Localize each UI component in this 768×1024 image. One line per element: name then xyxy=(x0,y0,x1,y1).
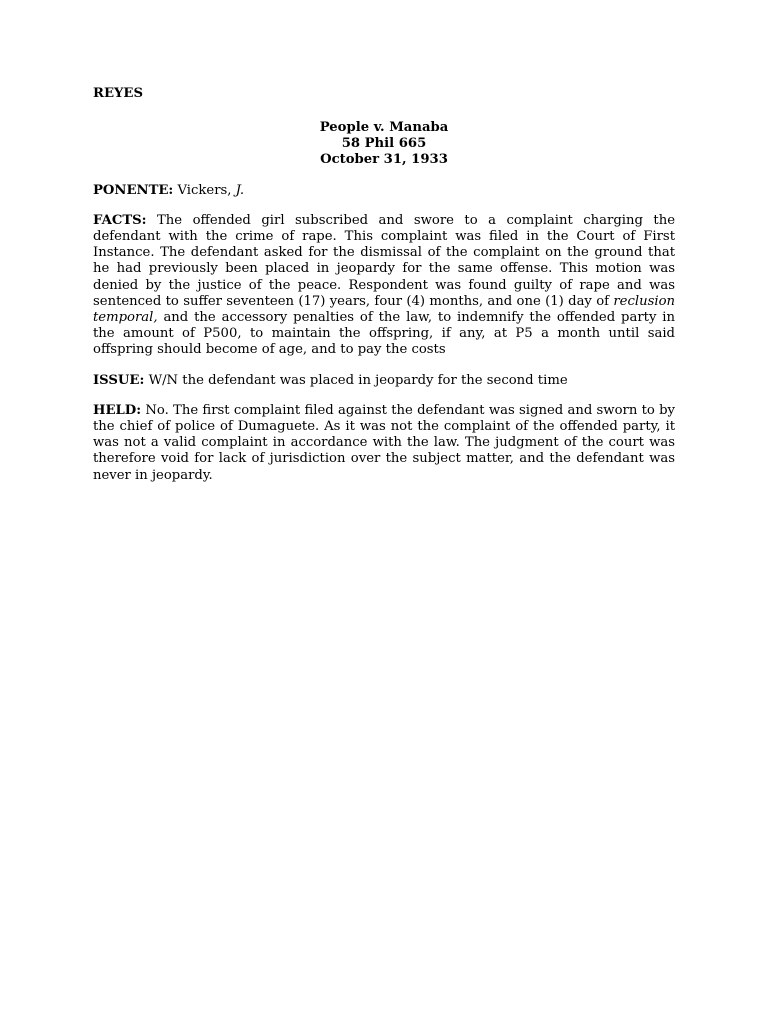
facts-text-before: The offended girl subscribed and swore to a complaint charging the defendant with the crime of rape. This complaint was filed in the Court of First Instance. The defendant asked for the dismissal of the complaint on the ground that he had previously been placed in jeopardy for the same offense. This motion was denied by the justice of the peace. Respondent was found guilty of rape and was sentenced to suffer seventeen (17) years, four (4) months, and one (1) day of xyxy=(93,212,675,309)
case-citation: 58 Phil 665 xyxy=(341,136,427,152)
facts-label: FACTS: xyxy=(93,212,147,228)
issue-text: W/N the defendant was placed in jeopardy for the second time xyxy=(148,372,568,388)
facts-text-after: and the accessory penalties of the law, to indemnify the offended party in the amount of P500, to maintain the offspring, if any, at P5 a month until said offspring should become of age, and to pay the costs xyxy=(93,310,675,358)
case-title: People v. Manaba xyxy=(319,120,449,135)
ponente-label: PONENTE: xyxy=(93,182,174,198)
document-page xyxy=(93,86,675,484)
issue-label: ISSUE: xyxy=(93,372,145,388)
held-text: No. The first complaint filed against the defendant was signed and sworn to by the chief of police of Dumaguete. As it was not the complaint of the offended party, it was not a valid complaint in accordance with the law. The judgment of the court was therefore void for lack of jurisdiction over the subject matter, and the defendant was never in jeopardy. xyxy=(93,402,675,483)
issue-paragraph xyxy=(93,373,675,389)
held-label: HELD: xyxy=(93,402,142,418)
ponente-name: Vickers, xyxy=(177,182,236,198)
ponente-paragraph xyxy=(93,183,675,199)
case-date: October 31, 1933 xyxy=(320,152,448,168)
author-name: REYES xyxy=(93,86,144,101)
case-header xyxy=(93,120,675,169)
facts-paragraph xyxy=(93,213,675,359)
held-paragraph xyxy=(93,403,675,484)
ponente-suffix: J. xyxy=(235,182,245,198)
facts-italic-term: reclusion temporal, xyxy=(93,293,675,326)
